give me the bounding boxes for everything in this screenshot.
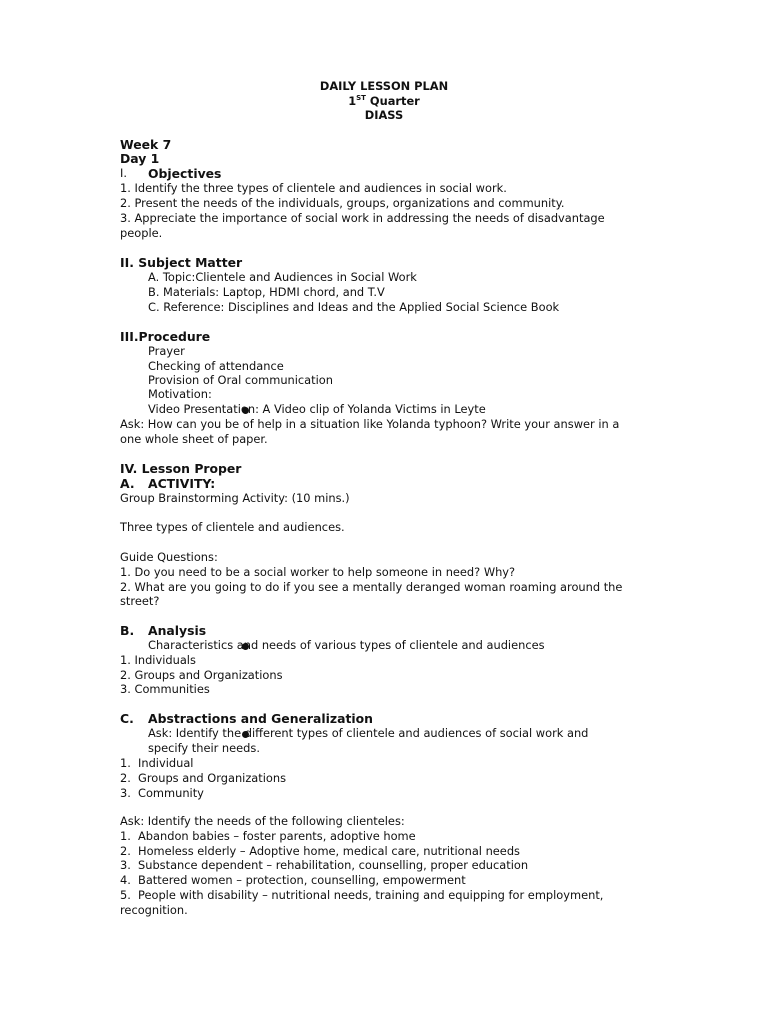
procedure-item: Checking of attendance (148, 359, 284, 373)
subject-matter-heading: II. Subject Matter (120, 255, 243, 270)
abstraction-bullet-continued: specify their needs. (148, 741, 260, 755)
objective-item: 3. Appreciate the importance of social work in addressing the needs of disadvantage (120, 211, 605, 225)
guide-question-continued: street? (120, 594, 160, 608)
objective-item: 2. Present the needs of the individuals, groups, organizations and community. (120, 196, 565, 210)
procedure-item: Provision of Oral communication (148, 373, 333, 387)
objective-item: 1. Identify the three types of clientele and audiences in social work. (120, 181, 507, 195)
abstraction-bullet (120, 726, 680, 741)
abstraction-item: 3. Community (120, 786, 204, 800)
needs-item: 2. Homeless elderly – Adoptive home, medical care, nutritional needs (120, 844, 520, 858)
types-line: Three types of clientele and audiences. (120, 520, 345, 534)
activity-heading: ACTIVITY: (148, 476, 216, 491)
needs-item: 1. Abandon babies – foster parents, adoptive home (120, 829, 416, 843)
subject-matter-item: A. Topic:Clientele and Audiences in Social Work (148, 270, 417, 284)
needs-item: 3. Substance dependent – rehabilitation, counselling, proper education (120, 858, 529, 872)
analysis-item: 1. Individuals (120, 653, 196, 667)
procedure-item: Prayer (148, 344, 185, 358)
quarter-label: 1ST Quarter (348, 94, 420, 108)
procedure-ask: Ask: How can you be of help in a situation like Yolanda typhoon? Write your answer in a (120, 417, 620, 431)
analysis-bullet (120, 638, 680, 653)
analysis-bullet-text: Characteristics and needs of various types of clientele and audiences (148, 638, 545, 652)
objective-item-continued: people. (120, 226, 163, 240)
subject-matter-item: B. Materials: Laptop, HDMI chord, and T.V (148, 285, 385, 299)
procedure-bullet (120, 402, 680, 417)
objectives-marker: I. (120, 166, 127, 180)
analysis-item: 2. Groups and Organizations (120, 668, 283, 682)
subject-label: DIASS (364, 108, 404, 122)
analysis-item: 3. Communities (120, 682, 210, 696)
subject-matter-item: C. Reference: Disciplines and Ideas and the Applied Social Science Book (148, 300, 560, 314)
needs-item: 5. People with disability – nutritional needs, training and equipping for employment, (120, 888, 604, 902)
day-label: Day 1 (120, 151, 160, 166)
procedure-item: Motivation: (148, 387, 212, 401)
abstraction-item: 2. Groups and Organizations (120, 771, 287, 785)
activity-line: Group Brainstorming Activity: (10 mins.) (120, 491, 350, 505)
abstraction-heading: Abstractions and Generalization (148, 711, 373, 726)
needs-item-continued: recognition. (120, 903, 188, 917)
activity-marker: A. (120, 476, 135, 491)
analysis-heading: Analysis (148, 623, 207, 638)
analysis-marker: B. (120, 623, 135, 638)
needs-heading: Ask: Identify the needs of the following clienteles: (120, 814, 405, 828)
abstraction-bullet-text: Ask: Identify the different types of clientele and audiences of social work and (148, 726, 589, 740)
procedure-bullet-text: Video Presentation: A Video clip of Yolanda Victims in Leyte (148, 402, 486, 416)
lesson-proper-heading: IV. Lesson Proper (120, 461, 242, 476)
objectives-heading: Objectives (148, 166, 222, 181)
week-label: Week 7 (120, 137, 172, 152)
needs-item: 4. Battered women – protection, counselling, empowerment (120, 873, 466, 887)
abstraction-item: 1. Individual (120, 756, 194, 770)
procedure-ask-continued: one whole sheet of paper. (120, 432, 268, 446)
document-title: DAILY LESSON PLAN (319, 79, 449, 93)
guide-questions-heading: Guide Questions: (120, 550, 218, 564)
guide-question: 2. What are you going to do if you see a mentally deranged woman roaming around the (120, 580, 623, 594)
guide-question: 1. Do you need to be a social worker to help someone in need? Why? (120, 565, 516, 579)
procedure-heading: III.Procedure (120, 329, 211, 344)
abstraction-marker: C. (120, 711, 134, 726)
